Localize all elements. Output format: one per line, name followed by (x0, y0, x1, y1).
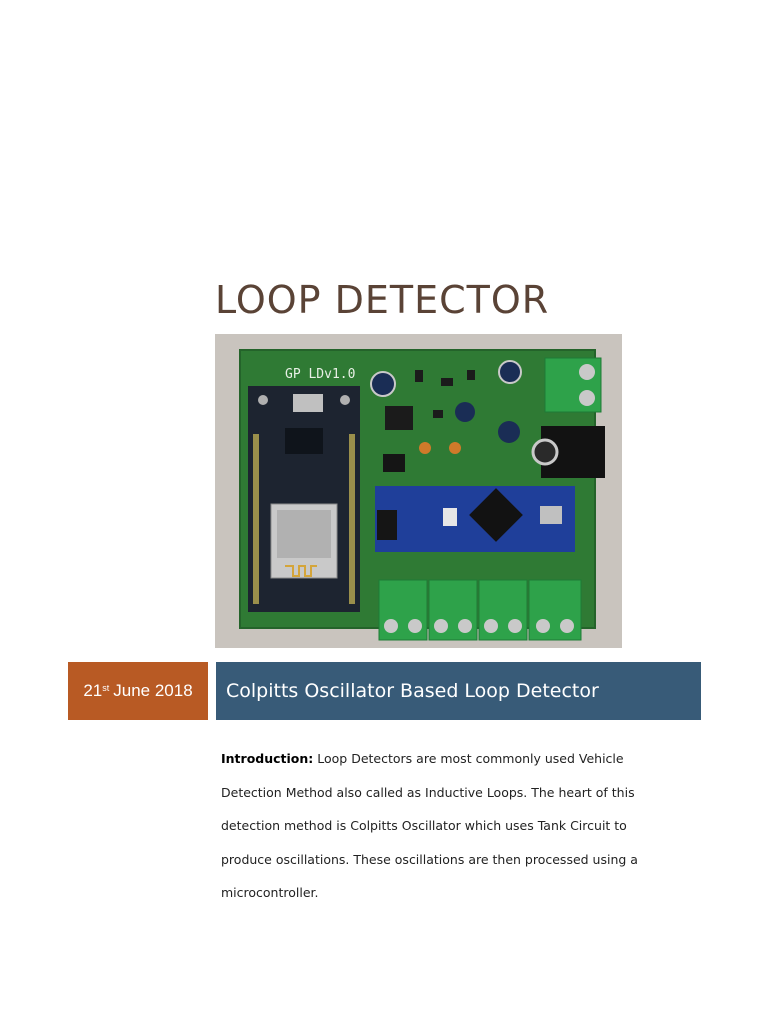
document-title: LOOP DETECTOR (215, 278, 550, 322)
date-day: 21 (83, 681, 103, 700)
introduction-paragraph (221, 742, 651, 910)
introduction-label: Introduction: (221, 751, 314, 766)
date-badge (68, 662, 208, 720)
subtitle-bar (216, 662, 701, 720)
date-suffix: st (102, 683, 110, 693)
subtitle-text: Colpitts Oscillator Based Loop Detector (226, 680, 599, 702)
introduction-text: Loop Detectors are most commonly used Vehicle Detection Method also called as Inductive Loops. The heart of this detection method is Colpitts Oscillator which uses Tank Circuit to produce oscillations. These oscillations are then processed using a microcontroller. (221, 751, 638, 900)
pcb-silkscreen-label: GP LDv1.0 (285, 367, 356, 382)
date-rest: June 2018 (113, 681, 193, 700)
pcb-photo (215, 334, 622, 648)
